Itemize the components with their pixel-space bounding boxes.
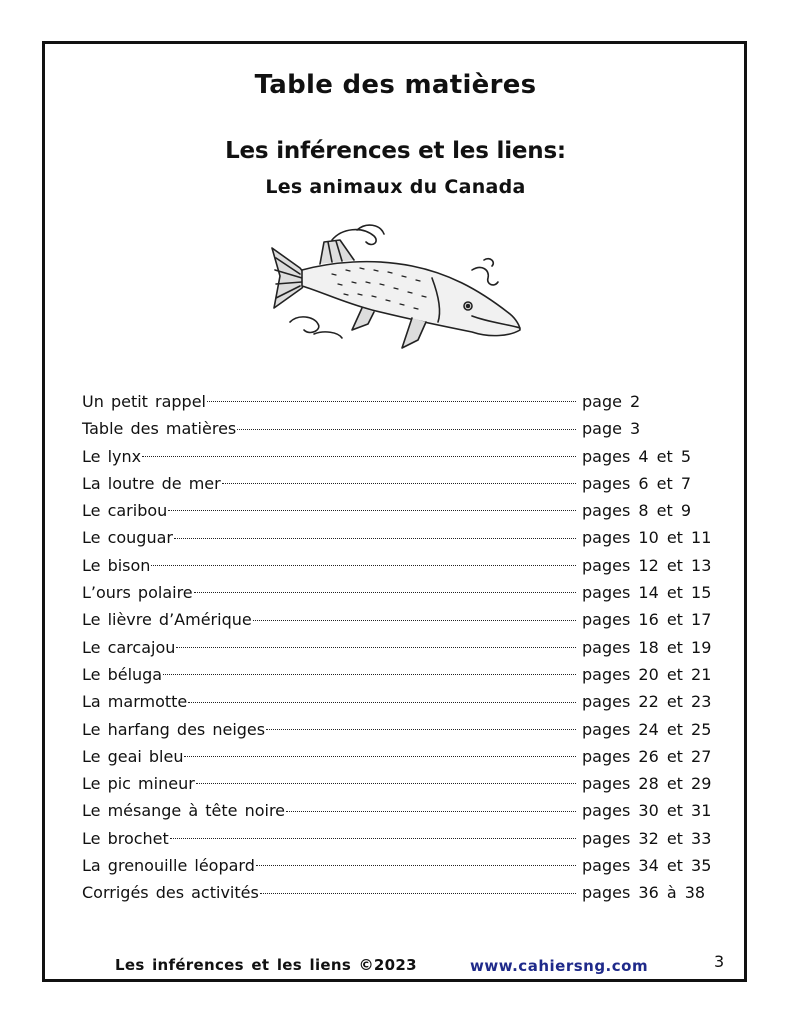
pike-fish-icon bbox=[262, 218, 530, 366]
dot-leader bbox=[151, 565, 576, 566]
toc-entry-label: Le lièvre d’Amérique bbox=[82, 610, 252, 630]
toc-entry[interactable] bbox=[82, 852, 722, 879]
dot-leader bbox=[163, 674, 576, 675]
toc-entry[interactable] bbox=[82, 524, 722, 551]
footer-copyright: Les inférences et les liens ©2023 bbox=[115, 956, 417, 974]
toc-entry[interactable] bbox=[82, 797, 722, 824]
dot-leader bbox=[260, 893, 576, 894]
toc-entry-pages: pages 14 et 15 bbox=[582, 583, 712, 603]
toc-entry-pages: pages 32 et 33 bbox=[582, 828, 712, 848]
dot-leader bbox=[253, 620, 576, 621]
toc-entry-label: Le carcajou bbox=[82, 637, 176, 657]
toc-entry-pages: pages 20 et 21 bbox=[582, 664, 712, 684]
toc-entry-pages: pages 28 et 29 bbox=[582, 774, 712, 794]
dot-leader bbox=[176, 647, 576, 648]
toc-entry-label: Le harfang des neiges bbox=[82, 719, 266, 739]
dot-leader bbox=[256, 865, 576, 866]
dot-leader bbox=[194, 592, 576, 593]
toc-entry[interactable] bbox=[82, 825, 722, 852]
dot-leader bbox=[222, 483, 576, 484]
dot-leader bbox=[237, 429, 576, 430]
toc-entry-label: Le mésange à tête noire bbox=[82, 801, 286, 821]
dot-leader bbox=[168, 510, 576, 511]
toc-entry[interactable] bbox=[82, 634, 722, 661]
toc-entry-pages: pages 22 et 23 bbox=[582, 692, 712, 712]
table-of-contents bbox=[82, 388, 722, 907]
toc-entry-pages: page 2 bbox=[582, 392, 641, 411]
dot-leader bbox=[266, 729, 576, 730]
toc-entry-label: La grenouille léopard bbox=[82, 856, 255, 876]
footer-website-link[interactable]: www.cahiersng.com bbox=[470, 957, 649, 975]
toc-entry[interactable] bbox=[82, 770, 722, 797]
dot-leader bbox=[196, 783, 576, 784]
toc-entry-pages: pages 26 et 27 bbox=[582, 746, 712, 766]
toc-entry-label: Le caribou bbox=[82, 501, 168, 521]
page-title: Table des matières bbox=[254, 70, 537, 100]
toc-entry-label: L’ours polaire bbox=[82, 583, 193, 603]
book-title: Les inférences et les liens: bbox=[225, 138, 566, 164]
toc-entry-label: Table des matières bbox=[82, 419, 237, 439]
toc-entry-label: Corrigés des activités bbox=[82, 883, 259, 903]
dot-leader bbox=[170, 838, 576, 839]
toc-entry[interactable] bbox=[82, 688, 722, 715]
toc-entry[interactable] bbox=[82, 415, 722, 442]
toc-entry-label: Le béluga bbox=[82, 664, 163, 684]
toc-entry-pages: pages 36 à 38 bbox=[582, 883, 706, 903]
toc-entry-pages: page 3 bbox=[582, 419, 641, 439]
dot-leader bbox=[286, 811, 576, 812]
toc-entry-label: Un petit rappel bbox=[82, 392, 206, 411]
toc-entry-pages: pages 34 et 35 bbox=[582, 856, 712, 876]
dot-leader bbox=[142, 456, 576, 457]
toc-entry-pages: pages 18 et 19 bbox=[582, 637, 712, 657]
toc-entry-label: La marmotte bbox=[82, 692, 188, 712]
toc-entry-pages: pages 12 et 13 bbox=[582, 555, 712, 575]
dot-leader bbox=[184, 756, 576, 757]
toc-entry-pages: pages 10 et 11 bbox=[582, 528, 712, 548]
toc-entry[interactable] bbox=[82, 579, 722, 606]
toc-entry[interactable] bbox=[82, 470, 722, 497]
toc-entry-pages: pages 24 et 25 bbox=[582, 719, 712, 739]
toc-entry-label: Le pic mineur bbox=[82, 774, 195, 794]
toc-entry-pages: pages 8 et 9 bbox=[582, 501, 692, 521]
toc-entry[interactable] bbox=[82, 743, 722, 770]
dot-leader bbox=[174, 538, 576, 539]
toc-entry[interactable] bbox=[82, 661, 722, 688]
toc-entry-pages: pages 30 et 31 bbox=[582, 801, 712, 821]
toc-entry-label: Le brochet bbox=[82, 828, 169, 848]
toc-entry-pages: pages 6 et 7 bbox=[582, 473, 692, 493]
toc-entry[interactable] bbox=[82, 879, 722, 906]
toc-entry-label: Le couguar bbox=[82, 528, 173, 548]
toc-entry-pages: pages 4 et 5 bbox=[582, 446, 692, 466]
toc-entry[interactable] bbox=[82, 716, 722, 743]
toc-entry[interactable] bbox=[82, 497, 722, 524]
toc-entry[interactable] bbox=[82, 606, 722, 633]
toc-entry-label: Le bison bbox=[82, 555, 151, 575]
toc-entry-label: La loutre de mer bbox=[82, 473, 221, 493]
toc-entry-label: Le geai bleu bbox=[82, 746, 184, 766]
dot-leader bbox=[207, 401, 576, 402]
toc-entry[interactable] bbox=[82, 443, 722, 470]
toc-entry[interactable] bbox=[82, 552, 722, 579]
page-number: 3 bbox=[714, 952, 725, 971]
dot-leader bbox=[188, 702, 576, 703]
book-subtitle: Les animaux du Canada bbox=[265, 176, 526, 198]
toc-entry[interactable] bbox=[82, 388, 722, 415]
toc-entry-label: Le lynx bbox=[82, 446, 142, 466]
toc-entry-pages: pages 16 et 17 bbox=[582, 610, 712, 630]
